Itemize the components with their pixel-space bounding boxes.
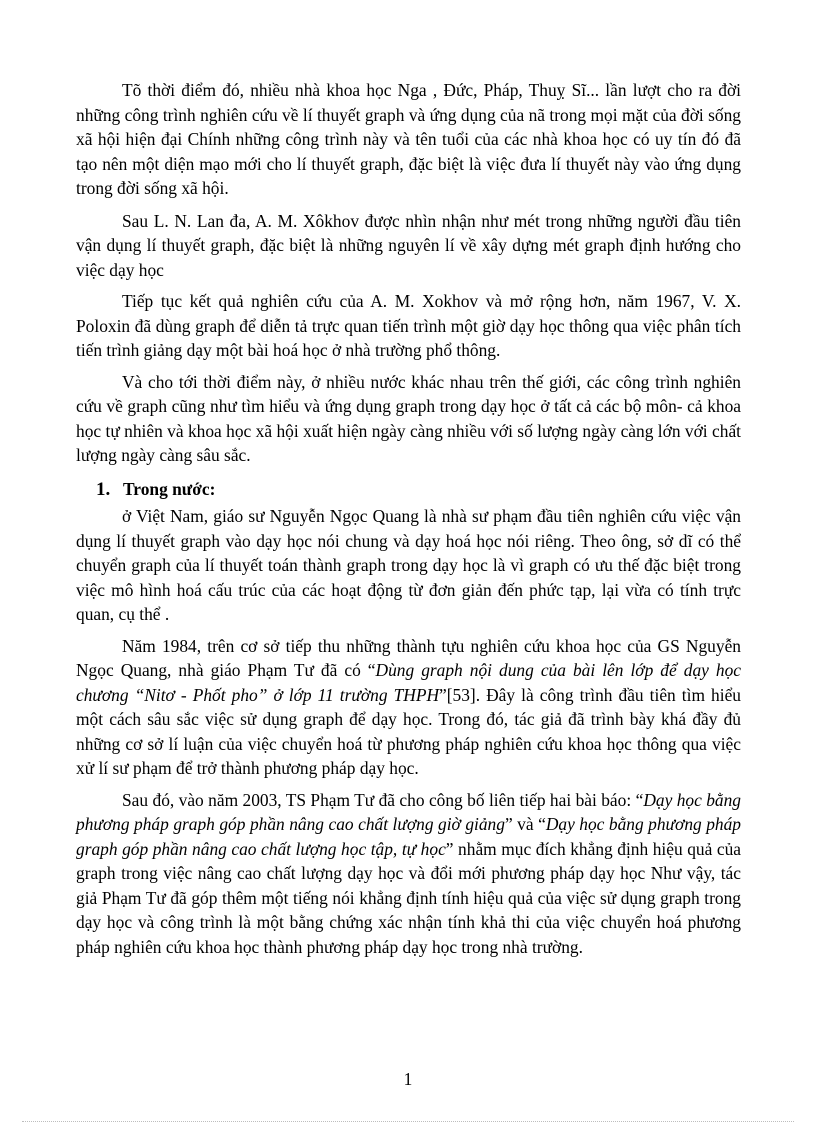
document-page (76, 78, 741, 966)
section-heading (96, 477, 741, 503)
text-run: ” nhằm mục đích khẳng định hiệu quả của graph trong việc nâng cao chất lượng dạy học và đổi mới phương pháp dạy học Như vậy, tác giả Phạm Tư đã góp thêm một tiếng nói khẳng định tính hiệu quả của việc sử dụng graph trong dạy học và công trình là một bằng chứng xác nhận tính khả thi của việc chuyển hoá phương pháp nghiên cứu khoa học thành phương pháp dạy học trong nhà trường. (76, 838, 741, 957)
italic-title: Dùng graph nội dung của bài lên lớp để dạy học chương “Nitơ - Phốt pho” ở lớp 11 trường THPH (76, 660, 741, 705)
section-title: Trong nước: (123, 478, 216, 499)
text-run: ” và “ (504, 814, 546, 834)
paragraph: Tiếp tục kết quả nghiên cứu của A. M. Xokhov và mở rộng hơn, năm 1967, V. X. Poloxin đã dùng graph để diễn tả trực quan tiến trình một giờ dạy học thông qua việc phân tích tiến trình giảng dạy một bài hoá học ở nhà trường phổ thông. (76, 291, 741, 360)
text-run: Sau đó, vào năm 2003, TS Phạm Tư đã cho công bố liên tiếp hai bài báo: “ (122, 789, 644, 810)
italic-title: Dạy học bằng phương pháp graph góp phần nâng cao chất lượng học tập, tự học (76, 814, 741, 859)
page-number: 1 (403, 1069, 413, 1089)
section-number: 1. (96, 478, 111, 500)
text-run: Năm 1984, trên cơ sở tiếp thu những thành tựu nghiên cứu khoa học của GS Nguyễn Ngọc Quang, nhà giáo Phạm Tư đã có “ (76, 635, 741, 680)
page-bottom-rule (22, 1121, 794, 1122)
paragraph: ở Việt Nam, giáo sư Nguyễn Ngọc Quang là nhà sư phạm đầu tiên nghiên cứu việc vận dụng lí thuyết graph vào dạy học nói chung và dạy hoá học nói riêng. Theo ông, sở dĩ có thể chuyển graph của lí thuyết toán thành graph trong dạy học là vì graph có ưu thế đặc biệt trong việc mô hình hoá cấu trúc của các hoạt động từ đơn giản đến phức tạp, lại vừa có tính trực quan, cụ thể . (76, 506, 741, 624)
paragraph (76, 788, 741, 960)
paragraph: Tõ thời điểm đó, nhiều nhà khoa học Nga , Đức, Pháp, Thuỵ Sĩ... lần lượt cho ra đời những công trình nghiên cứu về lí thuyết graph và ứng dụng của nã trong mọi mặt của đời sống xã hội hiện đại Chính những công trình này và tên tuổi của các nhà khoa học có uy tín đó đã tạo nên một diện mạo mới cho lí thuyết graph, đặc biệt là việc đưa lí thuyết này vào ứng dụng trong đời sống xã hội. (76, 80, 741, 198)
italic-title: Dạy học bằng phương pháp graph góp phần nâng cao chất lượng giờ giảng (76, 789, 741, 834)
paragraph: Và cho tới thời điểm này, ở nhiều nước khác nhau trên thế giới, các công trình nghiên cứu về graph cũng như tìm hiểu và ứng dụng graph trong dạy học ở tất cả các bộ môn- cả khoa học tự nhiên và khoa học xã hội xuất hiện ngày càng nhiều với số lượng ngày càng lớn với chất lượng ngày càng sâu sắc. (76, 371, 741, 465)
paragraph: Sau L. N. Lan đa, A. M. Xôkhov được nhìn nhận như mét trong những người đầu tiên vận dụng lí thuyết graph, đặc biệt là những nguyên lí về xây dựng mét graph định hướng cho việc dạy học (76, 210, 741, 280)
paragraph (76, 634, 741, 781)
text-run: ”[53]. Đây là công trình đầu tiên tìm hiểu một cách sâu sắc việc sử dụng graph để dạy học. Trong đó, tác giả đã trình bày khá đầy đủ những cơ sở lí luận của việc chuyển hoá từ phương pháp nghiên cứu khoa học thông qua việc xử lí sư phạm để trở thành phương pháp dạy học. (76, 684, 741, 778)
